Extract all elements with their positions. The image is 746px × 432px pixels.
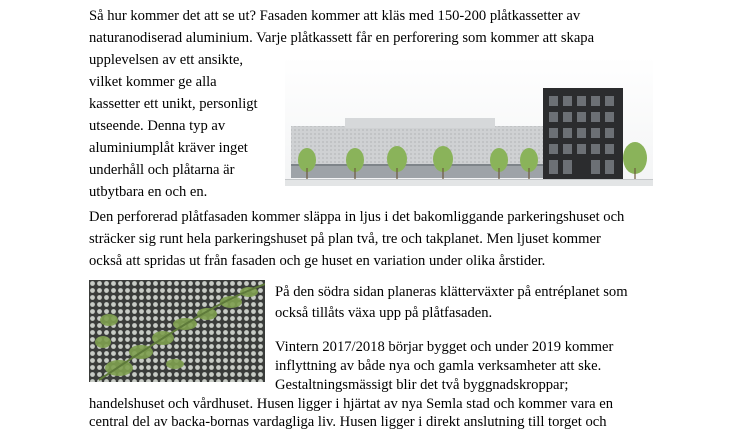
p1-line-9: utbytbara en och en. [89,184,208,200]
p2-line-2: sträcker sig runt hela parkeringshuset på plan två, tre och takplanet. Men ljuset kommer [89,231,601,247]
p2-line-3: också att spridas ut från fasaden och ge huset en variation under olika årstider. [89,253,546,269]
p1-line-3: upplevelsen av ett ansikte, [89,52,243,68]
p4-line-3: Gestaltningsmässigt blir det två byggnadskroppar; [275,377,569,393]
p4-line-1: Vintern 2017/2018 börjar bygget och under 2019 kommer [275,339,614,355]
p3-line-1: På den södra sidan planeras klätterväxter på entréplanet som [275,284,628,300]
building-facade-image [285,56,653,186]
p4-line-5: central del av backa-bornas vardagliga liv. Husen ligger i direkt anslutning till torget och [89,414,607,430]
p1-line-8: underhåll och plåtarna är [89,162,235,178]
p2-line-1: Den perforerad plåtfasaden kommer släppa in ljus i det bakomliggande parkeringshuset och [89,209,625,225]
p1-line-4: vilket kommer ge alla [89,74,217,90]
p4-line-4: handelshuset och vårdhuset. Husen ligger i hjärtat av nya Semla stad och kommer vara en [89,396,613,412]
p1-line-1: Så hur kommer det att se ut? Fasaden kommer att kläs med 150-200 plåtkassetter av [89,8,581,24]
p1-line-2: naturanodiserad aluminium. Varje plåtkassett får en perforering som kommer att skapa [89,30,595,46]
p3-line-2: också tillåts växa upp på plåtfasaden. [275,305,493,321]
p1-line-6: utseende. Denna typ av [89,118,226,134]
p1-line-7: aluminiumplåt kräver inget [89,140,248,156]
perforated-plate-vine-image [89,280,265,382]
p4-line-2: inflyttning av både nya och gamla verksamheter att ske. [275,358,602,374]
p1-line-5: kassetter ett unikt, personligt [89,96,258,112]
